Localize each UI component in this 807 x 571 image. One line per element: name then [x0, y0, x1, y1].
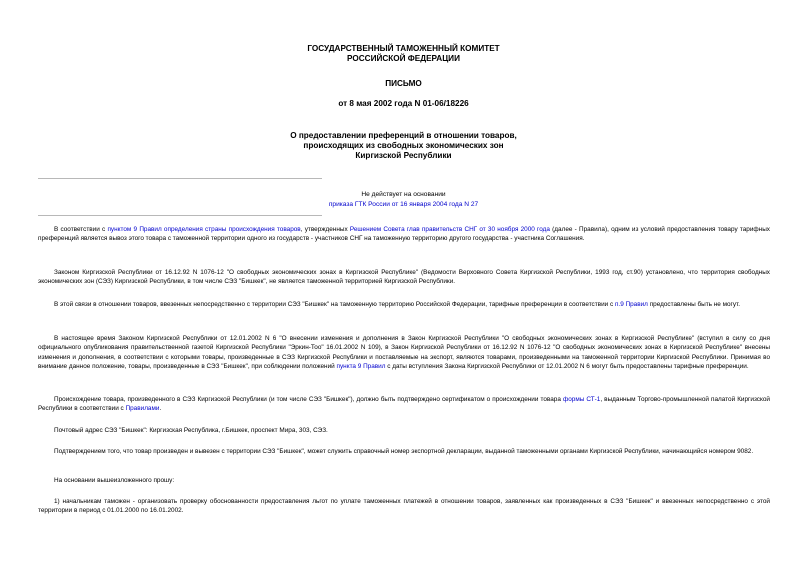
form-st1-link[interactable]: формы СТ-1	[562, 396, 601, 403]
paragraph-1	[38, 225, 770, 244]
p8-text: На основании вышеизложенного прошу:	[54, 477, 175, 484]
divider-top	[38, 178, 322, 179]
paragraph-5	[38, 395, 770, 414]
doc-title-line2: происходящих из свободных экономических зон	[303, 141, 504, 150]
divider-bottom	[38, 215, 322, 216]
p4-text-a: В настоящее время Законом Киргизской Республики от 12.01.2002 N 6 "О внесении изменения и дополнения в Закон Киргизской Республики "О свободных экономических зонах в Киргизской Республике" (вступил в силу со дня официального опубликования правительственной газетой Киргизской Республики "Эркин-Тоо" 16.01.2002 N 109), в Закон Киргизской Республики от 16.12.92 N 1076-12 "О свободных экономических зонах в Киргизской Республике" внесены изменения и дополнения, в соответствии с которыми товары, произведенные в СЭЗ Киргизской Республики и поставляемые на экспорт, являются товарами, произведенными на таможенной территории Киргизской Республики. Принимая во внимание данное положение, товары, произведенные в СЭЗ "Бишкек", при соблюдении положений	[38, 335, 770, 371]
org-name-line2: РОССИЙСКОЙ ФЕДЕРАЦИИ	[347, 54, 460, 63]
status-note: Не действует на основании	[361, 191, 446, 198]
p3-text-a: В этой связи в отношении товаров, ввезенных непосредственно с территории СЭЗ "Бишкек" на таможенную территорию Российской Федерации, тарифные преференции в соответствии с	[54, 301, 615, 308]
doc-type: ПИСЬМО	[385, 79, 422, 88]
p3-text-b: предоставлены быть не могут.	[647, 301, 741, 308]
cis-decision-link[interactable]: Решением Совета глав правительств СНГ от 30 ноября 2000 года	[349, 226, 550, 233]
paragraph-7	[38, 447, 770, 456]
rules-link[interactable]: Правилами	[125, 405, 160, 413]
doc-title-line3: Киргизской Республики	[355, 151, 452, 160]
paragraph-2	[38, 268, 770, 287]
p6-text: Почтовый адрес СЭЗ "Бишкек": Киргизская Республика, г.Бишкек, проспект Мира, 303, СЭЗ.	[54, 427, 328, 434]
rules-p9-link[interactable]: п.9 Правил	[614, 301, 648, 308]
paragraph-6	[38, 426, 770, 435]
status-link-wrap	[0, 200, 807, 209]
p1-text-a: В соответствии с	[54, 226, 108, 233]
p1-text-c: (далее - Правила), одним из условий предоставления товару тарифных преференций является вывоз этого товара с таможенной территории одного из государств - участников СНГ на таможенную территорию другого государства - участника Соглашения.	[38, 226, 770, 243]
paragraph-4	[38, 334, 770, 372]
paragraph-3	[38, 300, 770, 309]
rules-point9-link-2[interactable]: пункта 9 Правил	[336, 363, 386, 371]
p5-text-a: Происхождение товара, произведенного в СЭЗ Киргизской Республики (и том числе СЭЗ "Бишкек"), должно быть подтверждено сертификатом о происхождении товара	[54, 396, 563, 403]
p2-text: Законом Киргизской Республики от 16.12.92 N 1076-12 "О свободных экономических зонах в Киргизской Республике" (Ведомости Верховного Совета Киргизской Республики, 1993 год, ст.90) установлено, что территория свободных экономических зон (СЭЗ) Киргизской Республики, в том числе СЭЗ "Бишкек", не является таможенной территорией Киргизской Республики.	[38, 269, 770, 286]
p5-text-b: , выданным Торгово-промышленной палатой Киргизской Республики в соответствии с	[38, 396, 770, 413]
paragraph-9	[38, 497, 770, 516]
repeal-order-link[interactable]: приказа ГТК России от 16 января 2004 года N 27	[328, 201, 479, 208]
p9-text: 1) начальникам таможен - организовать проверку обоснованности предоставления льгот по уплате таможенных платежей в отношении товаров, заявленных как произведенных в СЭЗ "Бишкек" и ввезенных непосредственно с этой территории в период с 01.01.2000 по 16.01.2002.	[38, 498, 770, 515]
p7-text: Подтверждением того, что товар произведен и вывезен с территории СЭЗ "Бишкек", может служить справочный номер экспортной декларации, выданной таможенными органами Киргизской Республики, начинающийся номером 9082.	[54, 448, 754, 455]
paragraph-8	[38, 476, 770, 485]
doc-date: от 8 мая 2002 года N 01-06/18226	[338, 99, 469, 108]
p1-text-b: , утвержденных	[300, 226, 350, 233]
rules-point9-link[interactable]: пунктом 9 Правил определения страны происхождения товаров	[107, 226, 301, 233]
p4-text-b: с даты вступления Закона Киргизской Республики от 12.01.2002 N 6 могут быть предоставлены тарифные преференции.	[385, 363, 749, 371]
doc-title-line1: О предоставлении преференций в отношении товаров,	[290, 131, 517, 140]
p5-text-c: .	[159, 405, 162, 413]
org-name-line1: ГОСУДАРСТВЕННЫЙ ТАМОЖЕННЫЙ КОМИТЕТ	[307, 44, 500, 53]
